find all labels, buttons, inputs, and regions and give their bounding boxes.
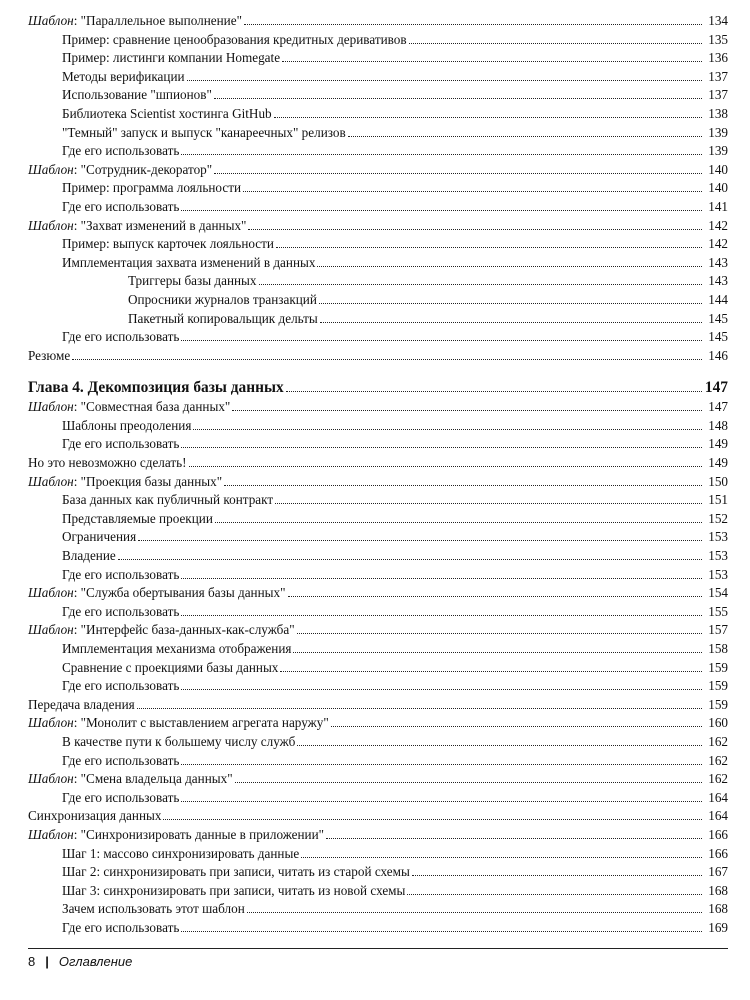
toc-entry-title: Где его использовать [62, 919, 180, 935]
toc-page-number: 143 [708, 254, 728, 270]
toc-page-number: 153 [708, 548, 728, 564]
toc-entry [28, 435, 728, 454]
toc-pattern-prefix: Шаблон [28, 585, 74, 601]
toc-entry [28, 347, 728, 366]
toc-page-number: 138 [708, 105, 728, 121]
toc-pattern-name: : "Монолит с выставлением агрегата наружу" [73, 715, 329, 731]
toc-entry [28, 566, 728, 585]
toc-pattern-name: : "Интерфейс база-данных-как-служба" [73, 622, 295, 638]
toc-dot-leader [181, 764, 702, 765]
footer-title: Оглавление [58, 954, 133, 969]
toc-pattern-name: : "Совместная база данных" [73, 399, 231, 415]
toc-dot-leader [214, 98, 702, 99]
toc-page-number: 146 [708, 347, 728, 363]
toc-dot-leader [248, 229, 702, 230]
toc-entry-title [28, 12, 242, 31]
toc-pattern-prefix: Шаблон [28, 771, 74, 787]
toc-entry [28, 584, 728, 603]
toc-dot-leader [301, 857, 702, 858]
toc-pattern-name: : "Сотрудник-декоратор" [73, 161, 213, 177]
toc-page-number: 155 [708, 603, 728, 619]
toc-entry [28, 696, 728, 715]
toc-entry-title [28, 621, 295, 640]
toc-entry [28, 49, 728, 68]
toc-entry-title: "Темный" запуск и выпуск "канареечных" релизов [62, 124, 346, 140]
toc-dot-leader [232, 410, 702, 411]
toc-entry [28, 235, 728, 254]
toc-entry [28, 677, 728, 696]
toc-entry-title: Сравнение с проекциями базы данных [62, 659, 279, 675]
toc-dot-leader [181, 931, 702, 932]
toc-entry-title [28, 473, 222, 492]
toc-pattern-prefix: Шаблон [28, 161, 74, 177]
toc-page-number: 168 [708, 901, 728, 917]
toc-entry [28, 124, 728, 143]
toc-dot-leader [409, 43, 702, 44]
toc-page-number: 139 [708, 124, 728, 140]
toc-page-number: 145 [708, 329, 728, 345]
toc-entry [28, 473, 728, 492]
toc-entry [28, 510, 728, 529]
toc-entry-title: Триггеры базы данных [128, 273, 257, 289]
toc-dot-leader [193, 429, 702, 430]
toc-page-number: 166 [708, 826, 728, 842]
toc-entry-title: Шаг 1: массово синхронизировать данные [62, 845, 300, 861]
toc-entry [28, 603, 728, 622]
toc-page-number: 160 [708, 715, 728, 731]
toc-entry-title: Передача владения [28, 696, 135, 712]
toc-pattern-prefix: Шаблон [28, 399, 74, 415]
toc-entry-title: Где его использовать [62, 436, 180, 452]
toc-dot-leader [181, 210, 702, 211]
footer-rule [28, 948, 728, 949]
toc-page-number: 168 [708, 882, 728, 898]
toc-dot-leader [224, 485, 702, 486]
toc-entry-title: Но это невозможно сделать! [28, 455, 187, 471]
toc-pattern-name: : "Синхронизировать данные в приложении" [73, 826, 325, 842]
toc-entry-title: Пример: листинги компании Homegate [62, 50, 281, 66]
toc-entry-title: Имплементация захвата изменений в данных [62, 254, 316, 270]
toc-dot-leader [138, 540, 702, 541]
toc-entry [28, 454, 728, 473]
toc-entry-title: Представляемые проекции [62, 510, 213, 526]
toc-entry [28, 659, 728, 678]
toc-page-number: 149 [708, 436, 728, 452]
toc-dot-leader [282, 61, 702, 62]
toc-page-number: 148 [708, 417, 728, 433]
toc-page-number: 153 [708, 566, 728, 582]
toc-dot-leader [280, 671, 702, 672]
toc-entry [28, 845, 728, 864]
toc-entry-title [28, 398, 230, 417]
toc-dot-leader [297, 745, 702, 746]
toc-entry [28, 31, 728, 50]
toc-dot-leader [163, 819, 702, 820]
toc-entry [28, 86, 728, 105]
toc-dot-leader [331, 726, 702, 727]
toc-entry-title: Библиотека Scientist хостинга GitHub [62, 105, 272, 121]
toc-entry [28, 310, 728, 329]
toc-page-number: 159 [708, 659, 728, 675]
toc-entry [28, 807, 728, 826]
toc-pattern-prefix: Шаблон [28, 715, 74, 731]
toc-entry-title: В качестве пути к большему числу служб [62, 733, 296, 749]
toc-entry-title: Шаг 2: синхронизировать при записи, читать из старой схемы [62, 864, 410, 880]
toc-dot-leader [235, 782, 702, 783]
toc-entry-title: Где его использовать [62, 143, 180, 159]
toc-entry-title: Опросники журналов транзакций [128, 291, 317, 307]
toc-page-number: 150 [708, 473, 728, 489]
toc-entry [28, 770, 728, 789]
toc-page-number: 147 [704, 379, 728, 397]
toc-page-number: 145 [708, 310, 728, 326]
toc-page-number: 137 [708, 87, 728, 103]
toc-page-number: 142 [708, 217, 728, 233]
toc-dot-leader [320, 322, 702, 323]
toc-entry [28, 547, 728, 566]
toc-dot-leader [189, 466, 702, 467]
toc-dot-leader [293, 652, 702, 653]
toc-entry [28, 398, 728, 417]
toc-page-number: 166 [708, 845, 728, 861]
toc-page-number: 159 [708, 696, 728, 712]
toc-entry [28, 882, 728, 901]
toc-entry-title: Где его использовать [62, 198, 180, 214]
toc-page-number: 136 [708, 50, 728, 66]
toc-dot-leader [407, 894, 702, 895]
toc-dot-leader [181, 801, 702, 802]
toc-entry [28, 417, 728, 436]
toc-page-number: 162 [708, 752, 728, 768]
toc-dot-leader [276, 247, 702, 248]
toc-pattern-name: : "Служба обертывания базы данных" [73, 585, 286, 601]
toc-pattern-name: : "Проекция базы данных" [73, 473, 223, 489]
toc-page-number: 147 [708, 399, 728, 415]
toc-dot-leader [187, 80, 702, 81]
toc-entry-title: Шаг 3: синхронизировать при записи, читать из новой схемы [62, 882, 406, 898]
toc-page-number: 139 [708, 143, 728, 159]
toc-dot-leader [319, 303, 702, 304]
toc-pattern-name: : "Захват изменений в данных" [73, 217, 247, 233]
toc-dot-leader [215, 522, 702, 523]
toc-dot-leader [259, 284, 702, 285]
toc-entry [28, 161, 728, 180]
toc-entry-title: Синхронизация данных [28, 808, 162, 824]
toc-entry-title [28, 770, 233, 789]
toc-entry [28, 12, 728, 31]
toc-page-number: 152 [708, 510, 728, 526]
toc-dot-leader [317, 266, 702, 267]
toc-page-number: 151 [708, 492, 728, 508]
toc-entry-title: Пример: выпуск карточек лояльности [62, 236, 274, 252]
toc-page-number: 141 [708, 198, 728, 214]
toc-page-number: 137 [708, 68, 728, 84]
toc-page-number: 154 [708, 585, 728, 601]
toc-entry [28, 142, 728, 161]
toc-pattern-prefix: Шаблон [28, 13, 74, 28]
toc-entry-title [28, 217, 246, 236]
toc-dot-leader [247, 912, 702, 913]
toc-pattern-name: : "Параллельное выполнение" [73, 13, 242, 28]
toc-dot-leader [181, 340, 702, 341]
toc-dot-leader [274, 117, 702, 118]
toc-entry-title: Где его использовать [62, 603, 180, 619]
toc-entry-title: Глава 4. Декомпозиция базы данных [28, 379, 284, 397]
toc-entry-title: Пакетный копировальщик дельты [128, 310, 318, 326]
toc-entry [28, 528, 728, 547]
toc-dot-leader [181, 578, 702, 579]
toc-entry-title: Методы верификации [62, 68, 185, 84]
toc-dot-leader [326, 838, 702, 839]
page-footer [28, 954, 132, 969]
toc-entry [28, 733, 728, 752]
toc-entry [28, 491, 728, 510]
toc-dot-leader [412, 875, 702, 876]
toc-dot-leader [181, 154, 702, 155]
toc-entry [28, 752, 728, 771]
footer-separator: | [45, 954, 49, 969]
toc-entry [28, 68, 728, 87]
toc-page-number: 169 [708, 919, 728, 935]
toc-page-number: 140 [708, 180, 728, 196]
toc-entry-title: Пример: сравнение ценообразования кредитных деривативов [62, 31, 407, 47]
toc-dot-leader [275, 503, 702, 504]
toc-entry-title: Шаблоны преодоления [62, 417, 192, 433]
toc-entry [28, 254, 728, 273]
toc-dot-leader [72, 359, 702, 360]
toc-entry [28, 272, 728, 291]
toc-pattern-prefix: Шаблон [28, 473, 74, 489]
toc-entry-title: Пример: программа лояльности [62, 180, 242, 196]
toc-entry [28, 863, 728, 882]
toc-entry-title: Владение [62, 548, 116, 564]
toc-entry-title [28, 584, 286, 603]
toc-dot-leader [181, 689, 702, 690]
toc-page-number: 149 [708, 455, 728, 471]
toc-entry-title: Резюме [28, 347, 71, 363]
toc-pattern-name: : "Смена владельца данных" [73, 771, 233, 787]
toc-entry-title: Зачем использовать этот шаблон [62, 901, 245, 917]
toc-entry-title: Где его использовать [62, 329, 180, 345]
toc-entry [28, 789, 728, 808]
toc-page-number: 164 [708, 808, 728, 824]
toc-entry-title: Где его использовать [62, 789, 180, 805]
toc-entry [28, 621, 728, 640]
toc-pattern-prefix: Шаблон [28, 217, 74, 233]
toc-dot-leader [214, 173, 702, 174]
toc-page-number: 158 [708, 641, 728, 656]
toc-dot-leader [244, 24, 702, 25]
toc-page-number: 135 [708, 31, 728, 47]
toc-dot-leader [348, 136, 702, 137]
toc-page-number: 162 [708, 733, 728, 749]
toc-dot-leader [297, 633, 702, 634]
toc-entry-title: База данных как публичный контракт [62, 492, 274, 508]
toc-entry-title [28, 161, 212, 180]
toc-entry [28, 291, 728, 310]
toc-entry [28, 919, 728, 938]
toc-page-number: 134 [708, 13, 728, 28]
toc-page-number: 144 [708, 291, 728, 307]
toc-entry-title [28, 714, 329, 733]
toc-entry-title: Ограничения [62, 529, 137, 545]
toc-dot-leader [288, 596, 703, 597]
toc-dot-leader [118, 559, 702, 560]
toc-page-number: 142 [708, 236, 728, 252]
toc-pattern-prefix: Шаблон [28, 622, 74, 638]
toc-page-number: 162 [708, 771, 728, 787]
table-of-contents [28, 12, 728, 938]
toc-entry-title: Имплементация механизма отображения [62, 641, 292, 656]
toc-entry-title: Где его использовать [62, 752, 180, 768]
toc-page-number: 157 [708, 622, 728, 638]
toc-dot-leader [286, 391, 702, 392]
toc-page-number: 159 [708, 678, 728, 694]
footer-page-number: 8 [28, 954, 36, 969]
toc-dot-leader [181, 447, 702, 448]
toc-entry-title: Где его использовать [62, 678, 180, 694]
toc-page-number: 153 [708, 529, 728, 545]
toc-entry [28, 328, 728, 347]
toc-entry-title: Где его использовать [62, 566, 180, 582]
toc-entry [28, 826, 728, 845]
toc-dot-leader [137, 708, 702, 709]
toc-pattern-prefix: Шаблон [28, 826, 74, 842]
toc-page-number: 164 [708, 789, 728, 805]
toc-page-number: 167 [708, 864, 728, 880]
toc-entry [28, 900, 728, 919]
toc-entry [28, 105, 728, 124]
toc-page-number: 140 [708, 161, 728, 177]
toc-entry-title [28, 826, 324, 845]
toc-page-number: 143 [708, 273, 728, 289]
toc-entry [28, 640, 728, 659]
toc-entry [28, 179, 728, 198]
toc-entry [28, 198, 728, 217]
toc-dot-leader [243, 191, 702, 192]
toc-dot-leader [181, 615, 702, 616]
toc-entry [28, 217, 728, 236]
toc-entry [28, 714, 728, 733]
toc-chapter-heading [28, 378, 728, 398]
toc-entry-title: Использование "шпионов" [62, 87, 212, 103]
